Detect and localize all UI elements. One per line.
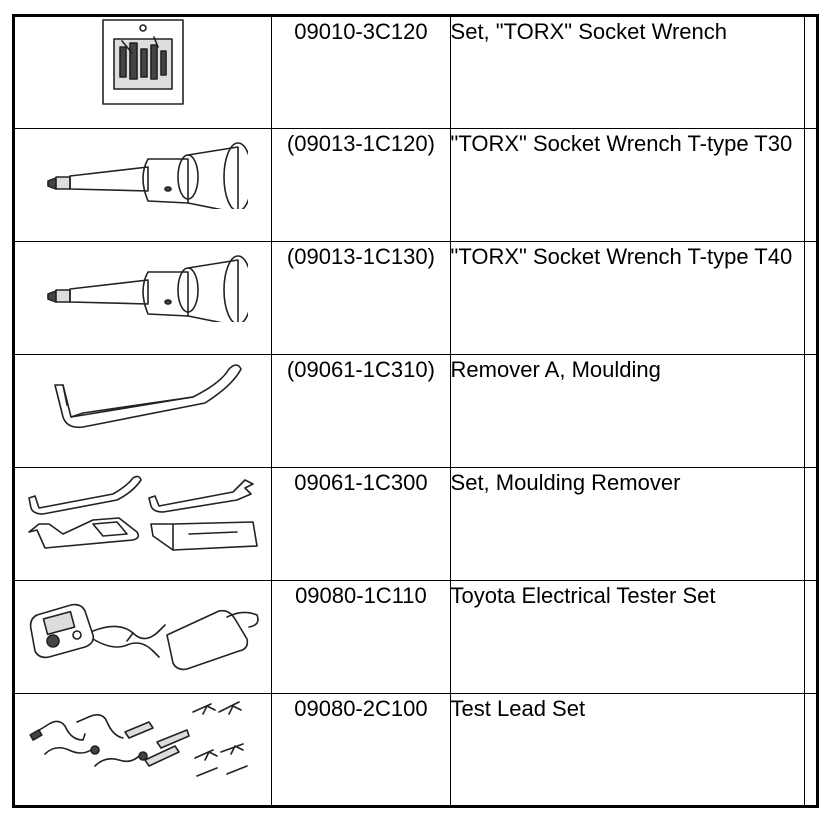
table-row	[14, 242, 818, 355]
torx-t40-socket-icon	[38, 242, 248, 322]
special-tools-table	[12, 14, 819, 808]
note-cell	[804, 355, 817, 468]
moulding-remover-set-icon	[23, 468, 263, 564]
note-cell	[804, 468, 817, 581]
tool-image-cell	[14, 581, 272, 694]
torx-t30-socket-icon	[38, 129, 248, 209]
part-number: (09013-1C120)	[272, 129, 450, 242]
tool-image-cell	[14, 242, 272, 355]
tool-image-cell	[14, 16, 272, 129]
tool-description: "TORX" Socket Wrench T-type T30	[450, 129, 804, 242]
tool-image-cell	[14, 468, 272, 581]
note-cell	[804, 694, 817, 807]
tool-description: Set, Moulding Remover	[450, 468, 804, 581]
table-row	[14, 581, 818, 694]
table-row	[14, 129, 818, 242]
tool-description: Remover A, Moulding	[450, 355, 804, 468]
moulding-remover-a-icon	[43, 355, 243, 435]
tool-description: Test Lead Set	[450, 694, 804, 807]
part-number: (09013-1C130)	[272, 242, 450, 355]
tool-image-cell	[14, 355, 272, 468]
part-number: 09061-1C300	[272, 468, 450, 581]
note-cell	[804, 242, 817, 355]
tool-image-cell	[14, 129, 272, 242]
note-cell	[804, 581, 817, 694]
part-number: 09080-1C110	[272, 581, 450, 694]
part-number: 09080-2C100	[272, 694, 450, 807]
test-lead-set-icon	[25, 694, 261, 786]
part-number: (09061-1C310)	[272, 355, 450, 468]
tool-image-cell	[14, 694, 272, 807]
tool-description: Set, "TORX" Socket Wrench	[450, 16, 804, 129]
table-row	[14, 694, 818, 807]
tool-description: Toyota Electrical Tester Set	[450, 581, 804, 694]
torx-socket-set-icon	[98, 17, 188, 107]
note-cell	[804, 129, 817, 242]
table-row	[14, 468, 818, 581]
part-number: 09010-3C120	[272, 16, 450, 129]
table-row	[14, 16, 818, 129]
note-cell	[804, 16, 817, 129]
electrical-tester-set-icon	[23, 581, 263, 673]
table-row	[14, 355, 818, 468]
tool-description: "TORX" Socket Wrench T-type T40	[450, 242, 804, 355]
